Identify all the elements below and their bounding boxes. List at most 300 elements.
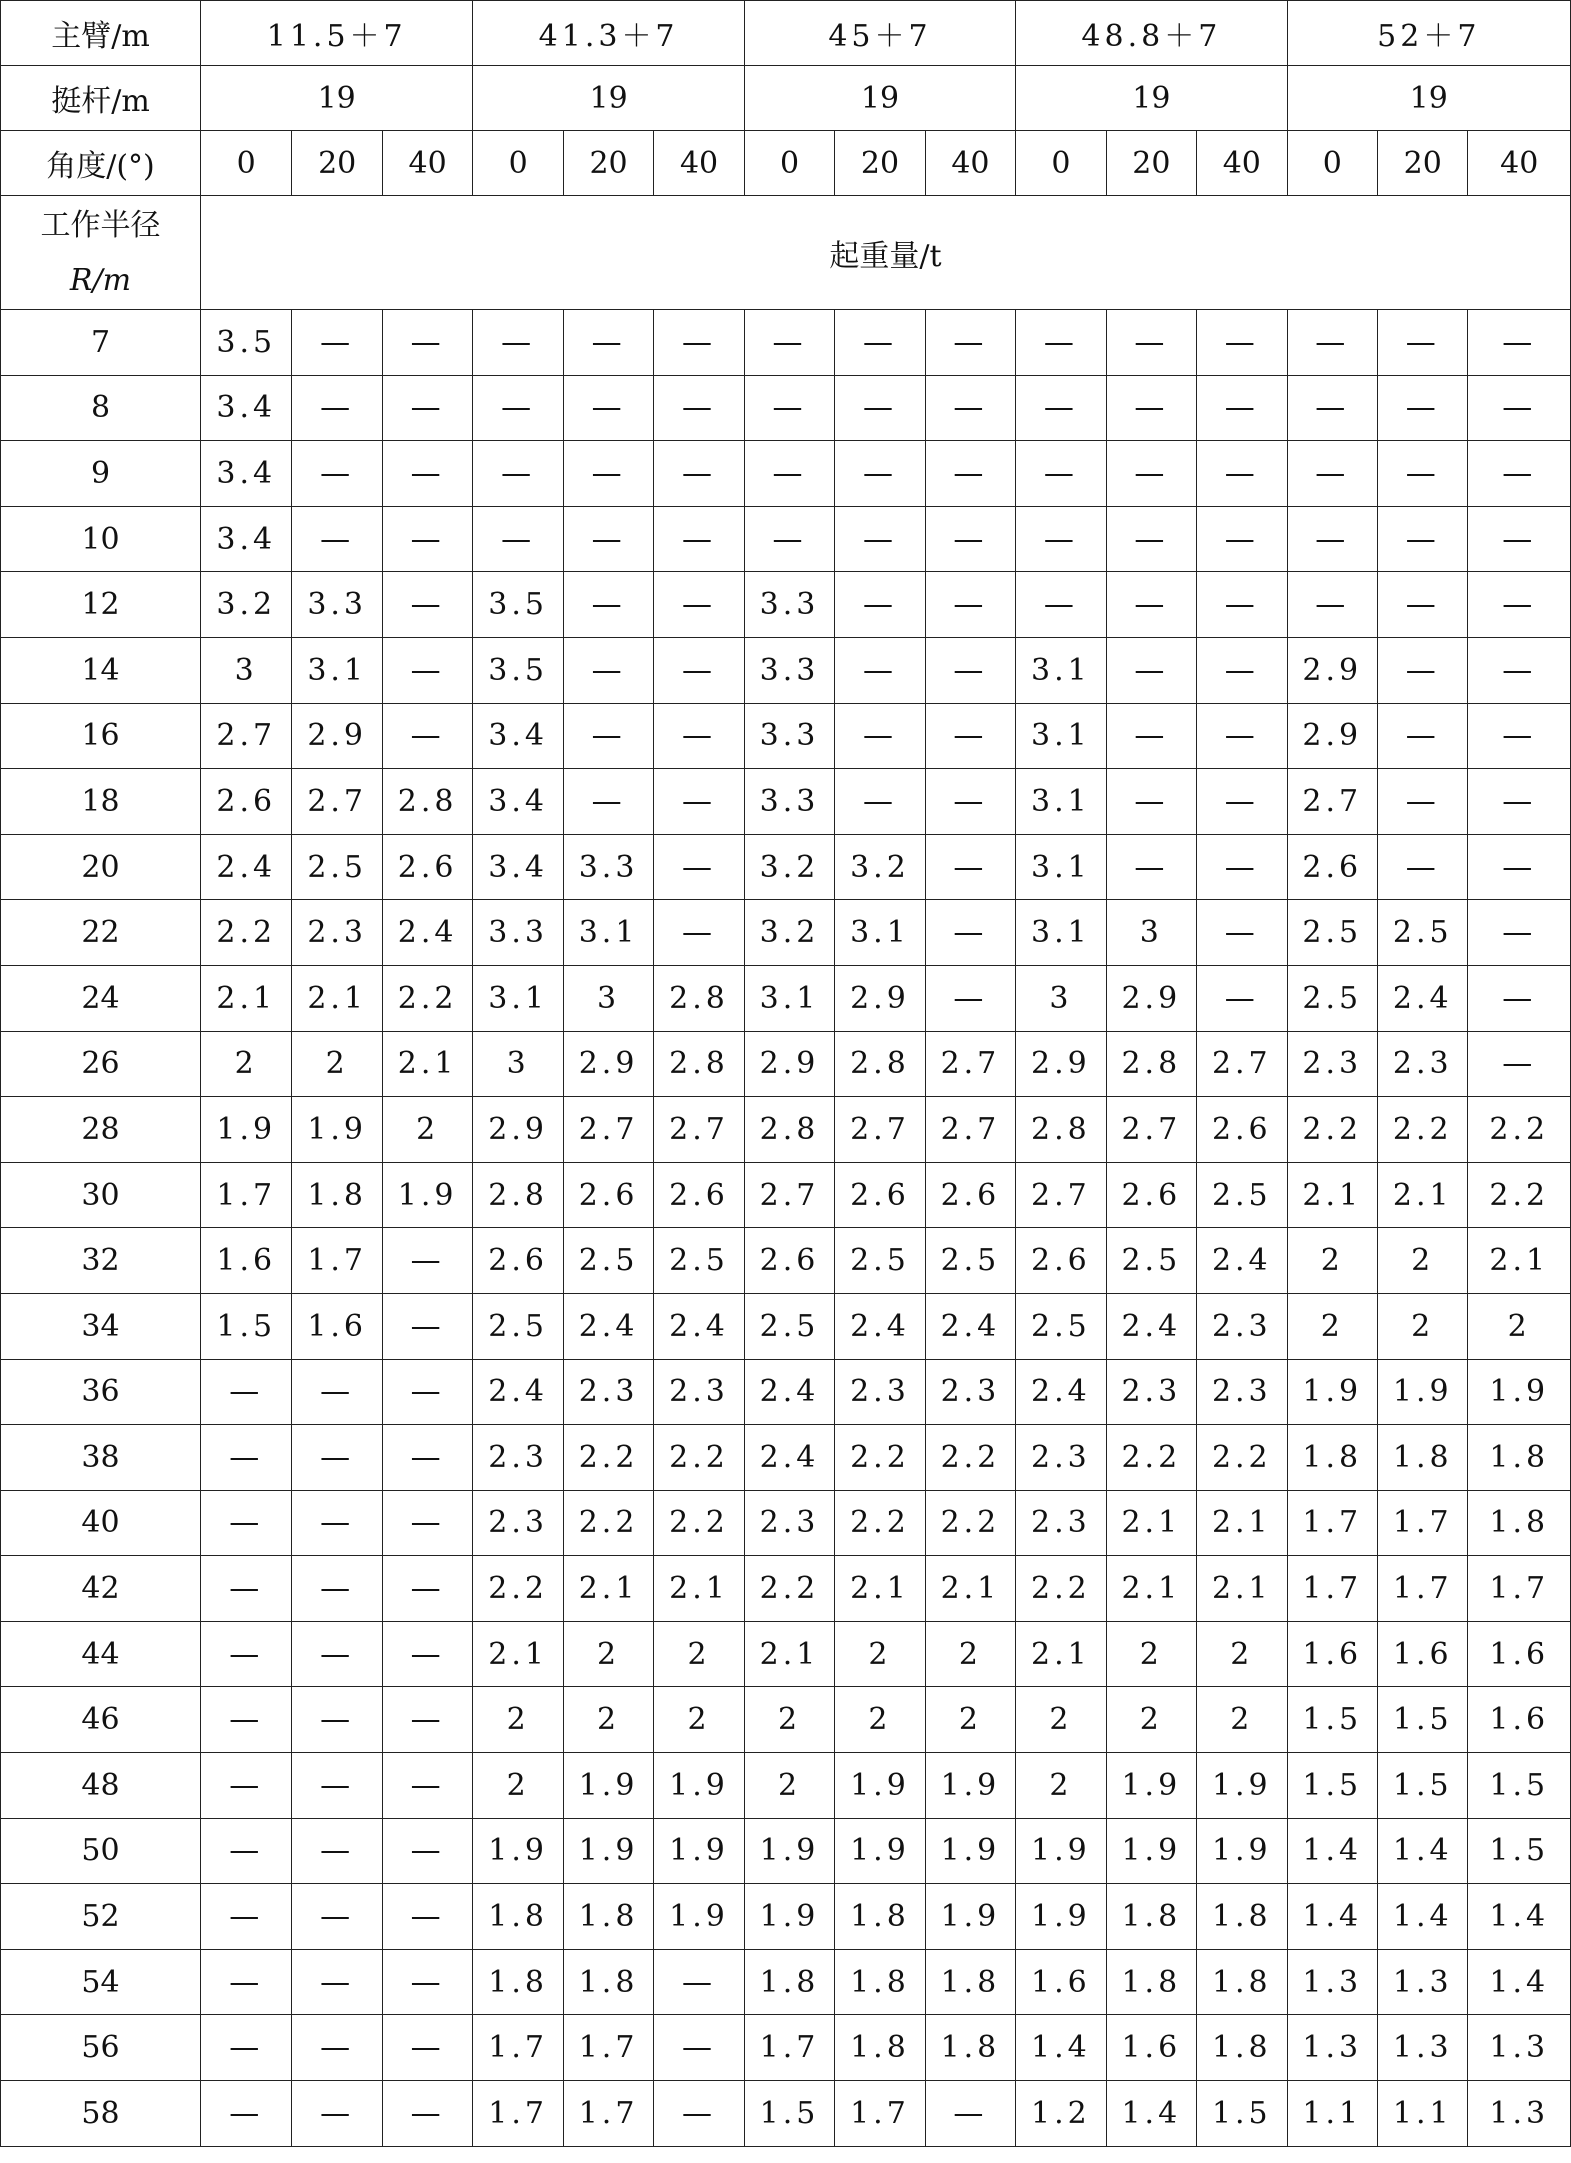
- radius-cell: 48: [1, 1753, 201, 1819]
- capacity-cell: 1.3: [1468, 2081, 1571, 2147]
- capacity-cell: 2.3: [473, 1425, 563, 1491]
- capacity-cell: 2.3: [1287, 1031, 1377, 1097]
- capacity-cell: —: [835, 637, 925, 703]
- radius-cell: 8: [1, 375, 201, 441]
- capacity-cell: —: [201, 2015, 292, 2081]
- capacity-cell: —: [744, 441, 834, 507]
- capacity-cell: 1.9: [1468, 1359, 1571, 1425]
- capacity-cell: 2: [1197, 1687, 1287, 1753]
- capacity-cell: 1.8: [1468, 1490, 1571, 1556]
- capacity-cell: 1.3: [1378, 2015, 1468, 2081]
- capacity-cell: 2.4: [835, 1293, 925, 1359]
- capacity-cell: 2.3: [292, 900, 382, 966]
- table-row: [1, 1097, 1571, 1163]
- capacity-cell: 1.9: [654, 1753, 744, 1819]
- angle-row: [1, 131, 1571, 196]
- capacity-cell: 2.1: [835, 1556, 925, 1622]
- capacity-cell: 3.1: [835, 900, 925, 966]
- capacity-cell: 2.5: [473, 1293, 563, 1359]
- capacity-cell: —: [201, 1359, 292, 1425]
- capacity-cell: 2.9: [835, 965, 925, 1031]
- capacity-cell: 1.4: [1016, 2015, 1106, 2081]
- capacity-cell: 2.2: [201, 900, 292, 966]
- capacity-cell: 1.6: [1287, 1621, 1377, 1687]
- capacity-cell: 2.8: [473, 1162, 563, 1228]
- capacity-cell: —: [654, 900, 744, 966]
- capacity-cell: 2.2: [925, 1425, 1015, 1491]
- capacity-cell: 2.1: [473, 1621, 563, 1687]
- capacity-cell: 3.5: [201, 310, 292, 376]
- capacity-cell: 1.4: [1287, 1884, 1377, 1950]
- capacity-cell: —: [1468, 769, 1571, 835]
- capacity-cell: —: [201, 1753, 292, 1819]
- capacity-cell: 2.7: [654, 1097, 744, 1163]
- capacity-cell: 1.3: [1287, 2015, 1377, 2081]
- capacity-cell: —: [654, 2081, 744, 2147]
- capacity-cell: 2.3: [473, 1490, 563, 1556]
- angle-cell: 20: [1106, 131, 1196, 196]
- capacity-cell: 1.3: [1287, 1949, 1377, 2015]
- capacity-cell: —: [1287, 375, 1377, 441]
- capacity-cell: 2: [563, 1621, 653, 1687]
- capacity-cell: —: [382, 1884, 472, 1950]
- capacity-cell: —: [925, 375, 1015, 441]
- capacity-cell: —: [1197, 441, 1287, 507]
- capacity-cell: 3: [1016, 965, 1106, 1031]
- capacity-cell: —: [1378, 637, 1468, 703]
- capacity-cell: —: [925, 572, 1015, 638]
- capacity-cell: 1.4: [1378, 1884, 1468, 1950]
- capacity-cell: 2.1: [744, 1621, 834, 1687]
- radius-cell: 14: [1, 637, 201, 703]
- capacity-cell: —: [1287, 310, 1377, 376]
- capacity-cell: 1.7: [201, 1162, 292, 1228]
- capacity-cell: —: [1016, 310, 1106, 376]
- radius-cell: 16: [1, 703, 201, 769]
- capacity-cell: 2: [654, 1687, 744, 1753]
- capacity-cell: —: [1468, 834, 1571, 900]
- capacity-cell: 2.4: [744, 1425, 834, 1491]
- radius-cell: 9: [1, 441, 201, 507]
- capacity-cell: —: [382, 1425, 472, 1491]
- capacity-cell: 2: [292, 1031, 382, 1097]
- capacity-cell: —: [1197, 310, 1287, 376]
- capacity-cell: 2.7: [1287, 769, 1377, 835]
- capacity-cell: 1.8: [292, 1162, 382, 1228]
- capacity-cell: 2.1: [925, 1556, 1015, 1622]
- capacity-cell: —: [925, 834, 1015, 900]
- capacity-cell: 2.4: [1106, 1293, 1196, 1359]
- capacity-cell: —: [1287, 506, 1377, 572]
- capacity-cell: 2.2: [1287, 1097, 1377, 1163]
- capacity-cell: 2.9: [473, 1097, 563, 1163]
- radius-cell: 32: [1, 1228, 201, 1294]
- capacity-cell: 3.2: [835, 834, 925, 900]
- capacity-cell: —: [654, 637, 744, 703]
- capacity-cell: —: [382, 1949, 472, 2015]
- capacity-cell: 1.7: [1287, 1490, 1377, 1556]
- capacity-cell: —: [925, 965, 1015, 1031]
- capacity-cell: 1.9: [925, 1753, 1015, 1819]
- radius-cell: 12: [1, 572, 201, 638]
- capacity-cell: 1.6: [292, 1293, 382, 1359]
- angle-cell: 0: [473, 131, 563, 196]
- capacity-cell: 1.3: [1468, 2015, 1571, 2081]
- capacity-cell: 2.6: [744, 1228, 834, 1294]
- capacity-cell: 2: [1287, 1228, 1377, 1294]
- capacity-cell: 2.7: [1197, 1031, 1287, 1097]
- capacity-cell: 1.8: [1106, 1949, 1196, 2015]
- table-row: [1, 1949, 1571, 2015]
- capacity-cell: —: [835, 572, 925, 638]
- radius-cell: 10: [1, 506, 201, 572]
- capacity-cell: 1.7: [1287, 1556, 1377, 1622]
- capacity-cell: 2.8: [654, 965, 744, 1031]
- capacity-cell: —: [292, 1359, 382, 1425]
- capacity-cell: 2.7: [744, 1162, 834, 1228]
- capacity-cell: —: [1197, 703, 1287, 769]
- capacity-cell: 2: [563, 1687, 653, 1753]
- capacity-cell: 2.3: [1106, 1359, 1196, 1425]
- capacity-cell: 1.6: [1016, 1949, 1106, 2015]
- capacity-cell: —: [925, 506, 1015, 572]
- capacity-cell: 3.1: [1016, 703, 1106, 769]
- radius-cell: 58: [1, 2081, 201, 2147]
- radius-header-row: [1, 196, 1571, 310]
- capacity-cell: —: [1378, 572, 1468, 638]
- capacity-cell: —: [744, 310, 834, 376]
- radius-cell: 42: [1, 1556, 201, 1622]
- capacity-cell: —: [1106, 506, 1196, 572]
- capacity-cell: 2.5: [292, 834, 382, 900]
- capacity-cell: 2.3: [835, 1359, 925, 1425]
- capacity-cell: 3: [473, 1031, 563, 1097]
- capacity-cell: 2: [1016, 1687, 1106, 1753]
- capacity-cell: —: [292, 441, 382, 507]
- table-row: [1, 703, 1571, 769]
- capacity-cell: —: [654, 834, 744, 900]
- capacity-cell: 2.6: [382, 834, 472, 900]
- capacity-cell: 2.2: [563, 1490, 653, 1556]
- radius-cell: 18: [1, 769, 201, 835]
- capacity-cell: 1.4: [1378, 1818, 1468, 1884]
- capacity-cell: —: [382, 1490, 472, 1556]
- angle-cell: 20: [292, 131, 382, 196]
- capacity-cell: 2.7: [925, 1097, 1015, 1163]
- capacity-cell: —: [382, 2015, 472, 2081]
- capacity-cell: —: [563, 572, 653, 638]
- table-row: [1, 1359, 1571, 1425]
- capacity-cell: 3.3: [744, 769, 834, 835]
- capacity-cell: 3.1: [1016, 900, 1106, 966]
- capacity-cell: 2.6: [835, 1162, 925, 1228]
- capacity-cell: 3.4: [201, 506, 292, 572]
- table-row: [1, 1228, 1571, 1294]
- capacity-cell: 2.4: [563, 1293, 653, 1359]
- capacity-cell: 2.7: [835, 1097, 925, 1163]
- capacity-cell: 1.9: [654, 1884, 744, 1950]
- jib-length-cell: 19: [1287, 66, 1570, 131]
- capacity-cell: 1.9: [925, 1884, 1015, 1950]
- capacity-cell: 2: [201, 1031, 292, 1097]
- capacity-cell: —: [925, 769, 1015, 835]
- capacity-cell: 2: [744, 1687, 834, 1753]
- jib-length-cell: 19: [201, 66, 473, 131]
- jib-length-row: [1, 66, 1571, 131]
- capacity-cell: 1.8: [925, 2015, 1015, 2081]
- capacity-cell: 1.7: [1468, 1556, 1571, 1622]
- capacity-cell: 1.7: [473, 2015, 563, 2081]
- table-row: [1, 1425, 1571, 1491]
- capacity-cell: —: [1468, 703, 1571, 769]
- capacity-cell: 2.1: [201, 965, 292, 1031]
- capacity-cell: 2.4: [382, 900, 472, 966]
- boom-length-cell: 48.8＋7: [1016, 1, 1287, 66]
- radius-cell: 44: [1, 1621, 201, 1687]
- capacity-cell: 2.9: [1106, 965, 1196, 1031]
- capacity-cell: —: [744, 506, 834, 572]
- capacity-cell: 2.4: [473, 1359, 563, 1425]
- table-row: [1, 1490, 1571, 1556]
- table-row: [1, 769, 1571, 835]
- radius-cell: 20: [1, 834, 201, 900]
- capacity-cell: 3.1: [1016, 769, 1106, 835]
- angle-cell: 0: [744, 131, 834, 196]
- capacity-cell: 1.7: [744, 2015, 834, 2081]
- capacity-cell: —: [292, 1753, 382, 1819]
- capacity-cell: —: [1106, 703, 1196, 769]
- capacity-cell: 3.5: [473, 637, 563, 703]
- jib-length-cell: 19: [744, 66, 1015, 131]
- capacity-cell: —: [292, 1621, 382, 1687]
- capacity-cell: 1.9: [654, 1818, 744, 1884]
- table-row: [1, 1162, 1571, 1228]
- capacity-cell: —: [382, 637, 472, 703]
- table-row: [1, 1753, 1571, 1819]
- capacity-cell: 1.6: [1106, 2015, 1196, 2081]
- capacity-cell: 3.1: [1016, 637, 1106, 703]
- capacity-cell: —: [292, 2015, 382, 2081]
- capacity-cell: 3.3: [473, 900, 563, 966]
- capacity-cell: 2.5: [563, 1228, 653, 1294]
- capacity-cell: 1.9: [1378, 1359, 1468, 1425]
- capacity-cell: 3: [563, 965, 653, 1031]
- capacity-cell: —: [654, 2015, 744, 2081]
- capacity-cell: 2.5: [1287, 965, 1377, 1031]
- capacity-cell: 2: [835, 1621, 925, 1687]
- capacity-cell: 2.4: [1016, 1359, 1106, 1425]
- capacity-cell: —: [1197, 506, 1287, 572]
- capacity-cell: 2.2: [1197, 1425, 1287, 1491]
- capacity-cell: —: [201, 1687, 292, 1753]
- capacity-cell: 2.7: [925, 1031, 1015, 1097]
- capacity-cell: —: [382, 1293, 472, 1359]
- capacity-cell: 2: [1106, 1621, 1196, 1687]
- capacity-cell: —: [382, 506, 472, 572]
- table-row: [1, 506, 1571, 572]
- radius-cell: 36: [1, 1359, 201, 1425]
- capacity-cell: —: [382, 1359, 472, 1425]
- capacity-cell: 1.4: [1287, 1818, 1377, 1884]
- radius-cell: 24: [1, 965, 201, 1031]
- capacity-cell: —: [654, 572, 744, 638]
- capacity-cell: 2.5: [1106, 1228, 1196, 1294]
- radius-cell: 56: [1, 2015, 201, 2081]
- capacity-cell: 1.5: [1468, 1753, 1571, 1819]
- capacity-cell: 2.2: [744, 1556, 834, 1622]
- jib-length-label: 挺杆/m: [1, 66, 201, 131]
- capacity-cell: 2: [654, 1621, 744, 1687]
- capacity-cell: —: [654, 769, 744, 835]
- capacity-cell: —: [654, 506, 744, 572]
- capacity-cell: 1.9: [1016, 1818, 1106, 1884]
- capacity-cell: 2: [1197, 1621, 1287, 1687]
- capacity-cell: 3.4: [201, 441, 292, 507]
- capacity-cell: 3.4: [201, 375, 292, 441]
- capacity-cell: 2.2: [1106, 1425, 1196, 1491]
- capacity-cell: 1.7: [563, 2015, 653, 2081]
- capacity-cell: —: [563, 769, 653, 835]
- capacity-cell: 2.4: [1197, 1228, 1287, 1294]
- capacity-cell: 1.9: [382, 1162, 472, 1228]
- capacity-cell: —: [382, 310, 472, 376]
- capacity-cell: —: [1468, 375, 1571, 441]
- capacity-cell: —: [925, 2081, 1015, 2147]
- capacity-cell: 1.9: [1287, 1359, 1377, 1425]
- boom-length-cell: 52＋7: [1287, 1, 1570, 66]
- capacity-cell: —: [382, 1228, 472, 1294]
- capacity-cell: —: [835, 310, 925, 376]
- boom-length-cell: 11.5＋7: [201, 1, 473, 66]
- capacity-cell: 3.1: [563, 900, 653, 966]
- capacity-cell: 3.2: [744, 900, 834, 966]
- radius-cell: 52: [1, 1884, 201, 1950]
- capacity-cell: 1.7: [835, 2081, 925, 2147]
- angle-cell: 40: [382, 131, 472, 196]
- capacity-cell: —: [1106, 769, 1196, 835]
- angle-cell: 20: [563, 131, 653, 196]
- capacity-cell: 1.6: [1468, 1687, 1571, 1753]
- capacity-cell: —: [1106, 834, 1196, 900]
- capacity-cell: 2.8: [1106, 1031, 1196, 1097]
- radius-cell: 34: [1, 1293, 201, 1359]
- capacity-cell: 2.5: [1378, 900, 1468, 966]
- capacity-cell: 1.4: [1468, 1949, 1571, 2015]
- radius-cell: 30: [1, 1162, 201, 1228]
- capacity-cell: —: [201, 1818, 292, 1884]
- capacity-cell: 2.3: [925, 1359, 1015, 1425]
- capacity-cell: 2.2: [473, 1556, 563, 1622]
- table-row: [1, 375, 1571, 441]
- capacity-cell: 2.1: [1016, 1621, 1106, 1687]
- capacity-cell: —: [1378, 834, 1468, 900]
- capacity-cell: 2: [925, 1687, 1015, 1753]
- capacity-cell: 2.6: [473, 1228, 563, 1294]
- capacity-cell: 2: [1287, 1293, 1377, 1359]
- capacity-cell: —: [292, 506, 382, 572]
- capacity-cell: 1.4: [1106, 2081, 1196, 2147]
- angle-cell: 20: [835, 131, 925, 196]
- capacity-cell: —: [201, 1621, 292, 1687]
- capacity-cell: —: [201, 1884, 292, 1950]
- table-row: [1, 441, 1571, 507]
- capacity-cell: 2.4: [201, 834, 292, 900]
- capacity-cell: 2.7: [1106, 1097, 1196, 1163]
- capacity-cell: —: [563, 441, 653, 507]
- capacity-cell: 1.6: [1468, 1621, 1571, 1687]
- capacity-cell: —: [382, 1621, 472, 1687]
- capacity-cell: 3.4: [473, 834, 563, 900]
- capacity-cell: 2.2: [835, 1490, 925, 1556]
- capacity-cell: —: [292, 1490, 382, 1556]
- working-radius-label-line1: 工作半径: [40, 207, 161, 243]
- capacity-cell: 3.3: [744, 703, 834, 769]
- capacity-cell: —: [382, 1687, 472, 1753]
- capacity-cell: 2.6: [1016, 1228, 1106, 1294]
- capacity-cell: —: [382, 2081, 472, 2147]
- angle-cell: 0: [1016, 131, 1106, 196]
- capacity-cell: —: [654, 310, 744, 376]
- capacity-cell: 1.9: [292, 1097, 382, 1163]
- angle-cell: 40: [1468, 131, 1571, 196]
- capacity-cell: 2.9: [744, 1031, 834, 1097]
- capacity-cell: 1.5: [1378, 1687, 1468, 1753]
- capacity-cell: 1.7: [473, 2081, 563, 2147]
- capacity-cell: 2.3: [1197, 1359, 1287, 1425]
- capacity-cell: 2.9: [1016, 1031, 1106, 1097]
- capacity-cell: 2.1: [1106, 1490, 1196, 1556]
- capacity-cell: —: [744, 375, 834, 441]
- capacity-cell: 1.2: [1016, 2081, 1106, 2147]
- capacity-cell: —: [292, 1556, 382, 1622]
- capacity-cell: —: [1197, 769, 1287, 835]
- capacity-cell: —: [382, 1818, 472, 1884]
- capacity-cell: 2.7: [1016, 1162, 1106, 1228]
- capacity-cell: —: [1197, 834, 1287, 900]
- capacity-cell: 2.7: [201, 703, 292, 769]
- angle-cell: 40: [654, 131, 744, 196]
- capacity-cell: 1.9: [1197, 1818, 1287, 1884]
- capacity-cell: 2.1: [1106, 1556, 1196, 1622]
- capacity-cell: —: [201, 1556, 292, 1622]
- capacity-cell: —: [382, 572, 472, 638]
- lifting-capacity-label: 起重量/t: [201, 196, 1571, 310]
- capacity-cell: —: [1106, 441, 1196, 507]
- table-row: [1, 965, 1571, 1031]
- capacity-cell: 1.9: [563, 1753, 653, 1819]
- capacity-cell: 2.6: [201, 769, 292, 835]
- capacity-cell: 2.2: [835, 1425, 925, 1491]
- capacity-cell: —: [292, 1949, 382, 2015]
- capacity-cell: 2.5: [1287, 900, 1377, 966]
- capacity-cell: 2: [473, 1687, 563, 1753]
- capacity-cell: 1.7: [1378, 1556, 1468, 1622]
- angle-cell: 0: [201, 131, 292, 196]
- capacity-cell: 1.9: [1197, 1753, 1287, 1819]
- capacity-cell: 1.1: [1378, 2081, 1468, 2147]
- table-row: [1, 572, 1571, 638]
- capacity-cell: —: [1468, 506, 1571, 572]
- capacity-cell: 1.5: [1378, 1753, 1468, 1819]
- capacity-cell: 1.9: [1016, 1884, 1106, 1950]
- working-radius-label-line2: R/m: [69, 262, 132, 298]
- capacity-cell: 2: [1378, 1228, 1468, 1294]
- capacity-cell: 3.1: [1016, 834, 1106, 900]
- capacity-cell: —: [1468, 637, 1571, 703]
- capacity-cell: —: [1468, 1031, 1571, 1097]
- boom-length-label: 主臂/m: [1, 1, 201, 66]
- capacity-cell: —: [1106, 310, 1196, 376]
